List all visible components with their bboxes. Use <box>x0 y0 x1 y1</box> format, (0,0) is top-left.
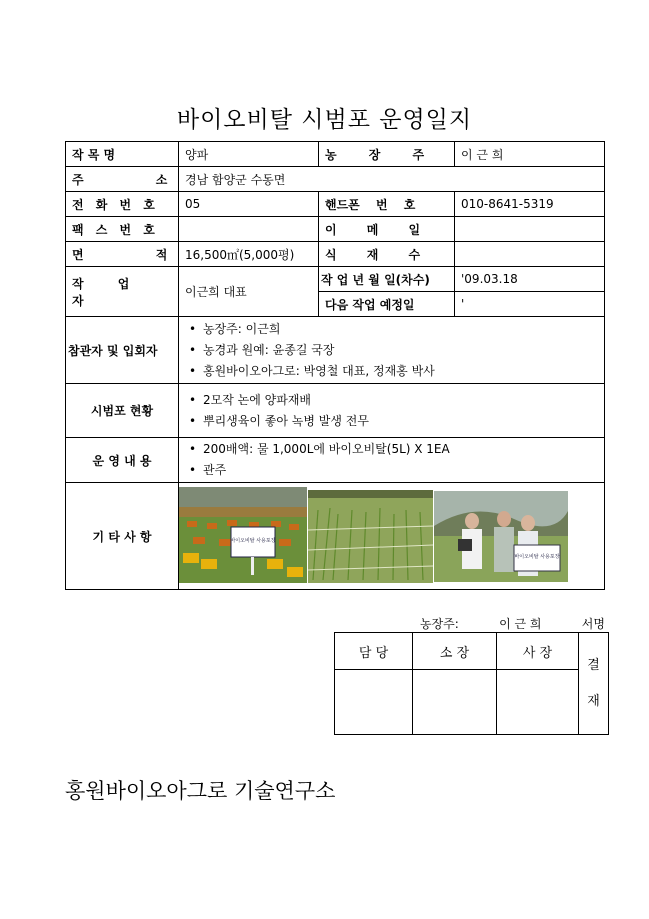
list-item: • 관주 <box>185 460 598 481</box>
list-item: • 200배액: 물 1,000L에 바이오비탈(5L) X 1EA <box>185 439 598 460</box>
people-field-photo <box>434 491 568 582</box>
approval-box-president[interactable] <box>497 670 579 735</box>
list-item: • 뿌리생육이 좋아 녹병 발생 전무 <box>185 411 598 432</box>
approval-col-president: 사 장 <box>497 633 579 670</box>
owner-prefix: 농장주: <box>420 617 459 631</box>
sign-word: 서명 <box>581 617 605 631</box>
phone-value: 05 <box>179 192 319 217</box>
fax-value <box>179 217 319 242</box>
approval-col-director: 소 장 <box>413 633 497 670</box>
plant-value <box>455 242 605 267</box>
owner-value: 이 근 희 <box>455 142 605 167</box>
fax-label: 팩 스 번 호 <box>66 217 179 242</box>
address-label: 주 소 <box>66 167 179 192</box>
owner-name: 이 근 희 <box>499 617 542 631</box>
approval-table <box>334 632 609 735</box>
area-value: 16,500㎡(5,000평) <box>179 242 319 267</box>
list-item: • 홍원바이오아그로: 박영철 대표, 정재홍 박사 <box>185 361 598 382</box>
plant-label: 식 재 수 <box>319 242 455 267</box>
status-list <box>185 390 598 432</box>
owner-label: 농 장 주 <box>319 142 455 167</box>
field-sign-2: 바이오비탈 사용포장 <box>514 554 560 560</box>
field-sign-1: 바이오비탈 사용포장 <box>230 538 276 544</box>
workdate-value: '09.03.18 <box>455 267 605 292</box>
onion-field-photo-2 <box>308 490 433 583</box>
approval-char-2: 재 <box>587 693 600 709</box>
photo-strip <box>179 483 604 589</box>
log-table <box>65 141 605 590</box>
approval-label <box>579 633 609 735</box>
operation-list <box>185 439 598 481</box>
owner-signature-line <box>420 615 605 632</box>
area-label: 면 적 <box>66 242 179 267</box>
nextdate-label: 다음 작업 예정일 <box>319 292 455 317</box>
worker-value: 이근희 대표 <box>179 267 319 317</box>
phone-label: 전 화 번 호 <box>66 192 179 217</box>
email-label: 이 메 일 <box>319 217 455 242</box>
status-label: 시범포 현황 <box>66 384 179 438</box>
approval-col-manager: 담 당 <box>335 633 413 670</box>
operation-label: 운 영 내 용 <box>66 438 179 483</box>
misc-label: 기 타 사 항 <box>66 483 179 590</box>
email-value <box>455 217 605 242</box>
misc-photos-cell <box>179 483 605 590</box>
crop-label-text: 작 목 명 <box>72 147 116 162</box>
crop-value: 양파 <box>179 142 319 167</box>
mobile-label: 핸드폰 번 호 <box>319 192 455 217</box>
approval-box-director[interactable] <box>413 670 497 735</box>
worker-label: 작 업 자 <box>66 267 179 317</box>
list-item: • 농경과 원예: 윤종길 국장 <box>185 340 598 361</box>
approval-box-manager[interactable] <box>335 670 413 735</box>
operation-cell <box>179 438 605 483</box>
attendees-cell <box>179 317 605 384</box>
page-title: 바이오비탈 시범포 운영일지 <box>176 107 473 133</box>
institute-footer: 홍원바이오아그로 기술연구소 <box>65 779 336 803</box>
list-item: • 2모작 논에 양파재배 <box>185 390 598 411</box>
attendees-label: 참관자 및 입회자 <box>66 317 179 384</box>
nextdate-value: ' <box>455 292 605 317</box>
approval-char-1: 결 <box>587 657 600 673</box>
crop-label <box>66 142 179 167</box>
list-item: • 농장주: 이근희 <box>185 319 598 340</box>
address-value: 경남 함양군 수동면 <box>179 167 605 192</box>
mobile-value: 010-8641-5319 <box>455 192 605 217</box>
status-cell <box>179 384 605 438</box>
onion-field-photo-1 <box>179 487 307 583</box>
attendees-list <box>185 319 598 382</box>
workdate-label: 작 업 년 월 일(차수) <box>319 267 455 292</box>
